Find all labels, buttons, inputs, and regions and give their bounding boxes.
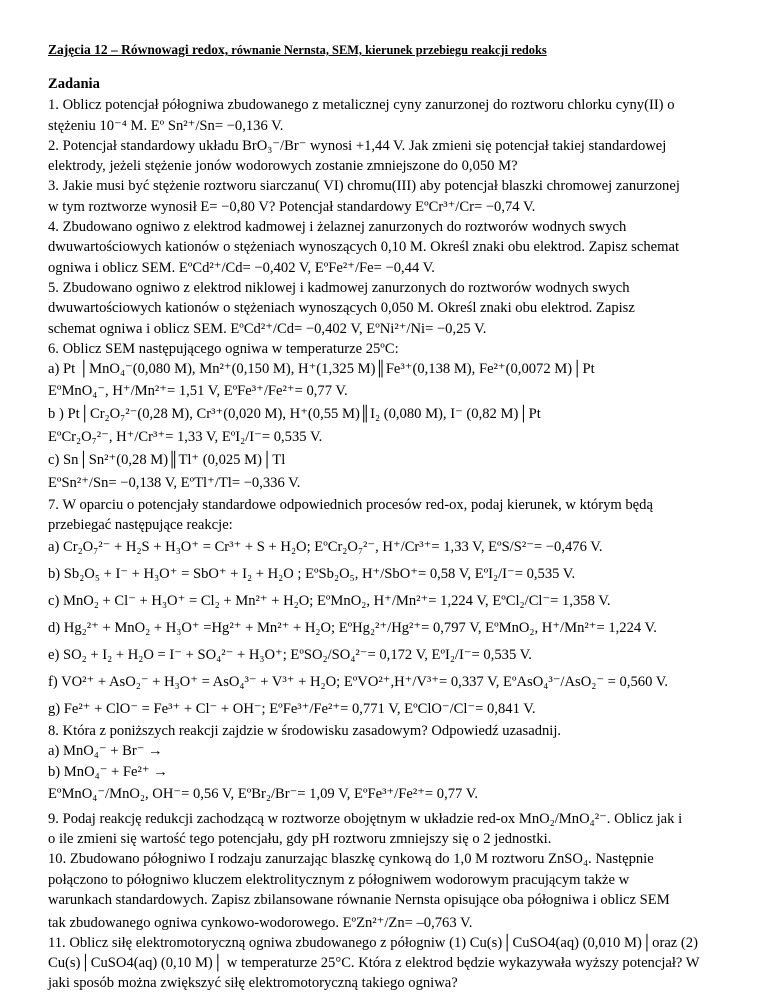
text-line: 5. Zbudowano ogniwo z elektrod niklowej i kadmowej zanurzonych do roztworów wodnych swych <box>48 280 630 296</box>
text-line: a) Cr₂O₇²⁻ + H₂S + H₃O⁺ = Cr³⁺ + S + H₂O; EºCr₂O₇²⁻, H⁺/Cr³⁺= 1,33 V, EºS/S²⁻= −0,476 V. <box>48 539 603 555</box>
text-line: Cu(s)│CuSO4(aq) (0,10 M)│ w temperaturze 25°C. Która z elektrod będzie wykazywała wyższy potencjał? W <box>48 955 700 971</box>
text-line: o ile zmieni się wartość tego potencjału, gdy pH roztworu zmniejszy się o 2 jednostki. <box>48 831 552 847</box>
text-line: a) MnO₄⁻ + Br⁻ → <box>48 743 163 759</box>
text-line: tak zbudowanego ogniwa cynkowo-wodorowego. EºZn²⁺/Zn= –0,763 V. <box>48 915 473 931</box>
text-line: b) MnO₄⁻ + Fe²⁺ → <box>48 764 168 780</box>
text-line: EºMnO₄⁻/MnO₂, OH⁻= 0,56 V, EºBr₂/Br⁻= 1,09 V, EºFe³⁺/Fe²⁺= 0,77 V. <box>48 786 479 802</box>
text-line: dwuwartościowych kationów o stężeniach wynoszących 0,050 M. Określ znaki obu elektrod. Zapisz <box>48 300 635 316</box>
text-line: e) SO₂ + I₂ + H₂O = I⁻ + SO₄²⁻ + H₃O⁺; EºSO₂/SO₄²⁻= 0,172 V, EºI₂/I⁻= 0,535 V. <box>48 647 532 663</box>
text-line: d) Hg₂²⁺ + MnO₂ + H₃O⁺ =Hg²⁺ + Mn²⁺ + H₂O; EºHg₂²⁺/Hg²⁺= 0,797 V, EºMnO₂, H⁺/Mn²⁺= 1,224 V. <box>48 620 657 636</box>
header-subtitle: równanie Nernsta, SEM, kierunek przebiegu reakcji redoks <box>228 43 547 57</box>
text-line: 6. Oblicz SEM następującego ogniwa w temperaturze 25ºC: <box>48 341 399 357</box>
text-line: a) Pt │MnO₄⁻(0,080 M), Mn²⁺(0,150 M), H⁺(1,325 M)║Fe³⁺(0,138 M), Fe²⁺(0,0072 M)│Pt <box>48 361 595 377</box>
text-line: ogniwa i oblicz SEM. EºCd²⁺/Cd= −0,402 V, EºFe²⁺/Fe= −0,44 V. <box>48 260 435 276</box>
text-line: b ) Pt│Cr₂O₇²⁻(0,28 M), Cr³⁺(0,020 M), H⁺(0,55 M)║I₂ (0,080 M), I⁻ (0,82 M)│Pt <box>48 406 541 422</box>
text-line: EºMnO₄⁻, H⁺/Mn²⁺= 1,51 V, EºFe³⁺/Fe²⁺= 0,77 V. <box>48 383 348 399</box>
text-line: stężeniu 10⁻⁴ M. Eº Sn²⁺/Sn= −0,136 V. <box>48 118 284 134</box>
text-line: 4. Zbudowano ogniwo z elektrod kadmowej i żelaznej zanurzonych do roztworów wodnych swych <box>48 219 627 235</box>
page-header <box>48 41 547 59</box>
text-line: 9. Podaj reakcję redukcji zachodzącą w roztworze obojętnym w układzie red-ox MnO₂/MnO₄²⁻. Oblicz jak i <box>48 811 683 827</box>
text-line: 7. W oparciu o potencjały standardowe odpowiednich procesów red-ox, podaj kierunek, w którym będą <box>48 497 653 513</box>
text-line: schemat ogniwa i oblicz SEM. EºCd²⁺/Cd= −0,402 V, EºNi²⁺/Ni= −0,25 V. <box>48 321 487 337</box>
text-line: elektrody, jeżeli stężenie jonów wodorowych zostanie zmniejszone do 0,050 M? <box>48 158 518 174</box>
section-title: Zadania <box>48 76 100 92</box>
text-line: 2. Potencjał standardowy układu BrO₃⁻/Br⁻ wynosi +1,44 V. Jak zmieni się potencjał takiej standardowej <box>48 138 667 154</box>
text-line: b) Sb₂O₅ + I⁻ + H₃O⁺ = SbO⁺ + I₂ + H₂O ; EºSb₂O₅, H⁺/SbO⁺= 0,58 V, EºI₂/I⁻= 0,535 V. <box>48 566 576 582</box>
text-line: w tym roztworze wynosił E= −0,80 V? Potencjał standardowy EºCr³⁺/Cr= −0,74 V. <box>48 199 536 215</box>
text-line: 10. Zbudowano półogniwo I rodzaju zanurzając blaszkę cynkową do 1,0 M roztworu ZnSO₄. Następnie <box>48 851 654 867</box>
text-line: c) Sn│Sn²⁺(0,28 M)║Tl⁺ (0,025 M)│Tl <box>48 452 286 468</box>
text-line: warunkach standardowych. Zapisz zbilansowane równanie Nernsta opisujące oba półogniwa i oblicz SEM <box>48 892 670 908</box>
text-line: przebiegać następujące reakcje: <box>48 517 233 533</box>
text-line: 8. Która z poniższych reakcji zajdzie w środowisku zasadowym? Odpowiedź uzasadnij. <box>48 723 562 739</box>
text-line: 11. Oblicz siłę elektromotoryczną ogniwa zbudowanego z półogniw (1) Cu(s)│CuSO4(aq) (0,010 M)│oraz (2) <box>48 935 698 951</box>
text-line: 1. Oblicz potencjał półogniwa zbudowanego z metalicznej cyny zanurzonej do roztworu chlorku cyny(II) o <box>48 97 675 113</box>
text-line: g) Fe²⁺ + ClO⁻ = Fe³⁺ + Cl⁻ + OH⁻; EºFe³⁺/Fe²⁺= 0,771 V, EºClO⁻/Cl⁻= 0,841 V. <box>48 701 536 717</box>
text-line: jaki sposób można zwiększyć siłę elektromotoryczną takiego ogniwa? <box>48 975 458 991</box>
text-line: połączono to półogniwo kluczem elektrolitycznym z półogniwem wodorowym pracującym także w <box>48 872 630 888</box>
text-line: EºSn²⁺/Sn= −0,138 V, EºTl⁺/Tl= −0,336 V. <box>48 475 301 491</box>
text-line: f) VO²⁺ + AsO₂⁻ + H₃O⁺ = AsO₄³⁻ + V³⁺ + H₂O; EºVO²⁺,H⁺/V³⁺= 0,337 V, EºAsO₄³⁻/AsO₂⁻ = 0,560 V. <box>48 674 669 690</box>
text-line: dwuwartościowych kationów o stężeniach wynoszących 0,10 M. Określ znaki obu elektrod. Zapisz schemat <box>48 239 679 255</box>
text-line: 3. Jakie musi być stężenie roztworu siarczanu( VI) chromu(III) aby potencjał blaszki chromowej zanurzonej <box>48 178 680 194</box>
header-title: Zajęcia 12 – Równowagi redox, <box>48 42 229 57</box>
text-line: c) MnO₂ + Cl⁻ + H₃O⁺ = Cl₂ + Mn²⁺ + H₂O; EºMnO₂, H⁺/Mn²⁺= 1,224 V, EºCl₂/Cl⁻= 1,358 V. <box>48 593 611 609</box>
text-line: EºCr₂O₇²⁻, H⁺/Cr³⁺= 1,33 V, EºI₂/I⁻= 0,535 V. <box>48 429 323 445</box>
